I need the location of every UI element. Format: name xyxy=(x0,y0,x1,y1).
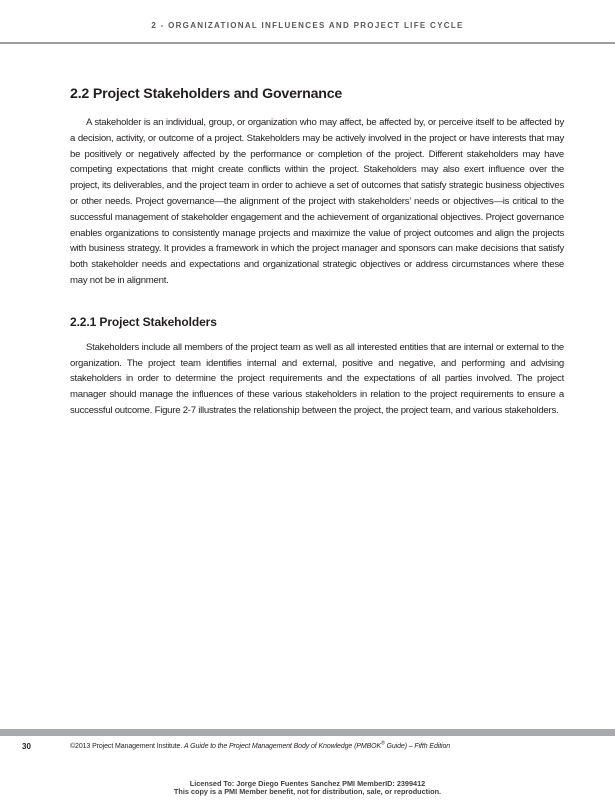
subsection-paragraph: Stakeholders include all members of the project team as well as all interested entities that are internal or external to the organization. The project team identifies internal and external, positive and negative, and performing and advising stakeholders in order to determine the project requirements and the expectations of all parties involved. The project manager should manage the influences of these various stakeholders in relation to the project requirements to ensure a successful outcome. Figure 2-7 illustrates the relationship between the project, the project team, and various stakeholders. xyxy=(70,341,564,416)
license-line-1: Licensed To: Jorge Diego Fuentes Sanchez PMI MemberID: 2399412 xyxy=(189,779,426,788)
page-header xyxy=(0,12,615,44)
license-notice xyxy=(0,780,615,796)
copyright-text: ©2013 Project Management Institute. xyxy=(70,743,183,750)
book-title xyxy=(184,740,451,750)
running-header-title: 2 - ORGANIZATIONAL INFLUENCES AND PROJECT LIFE CYCLE xyxy=(151,21,464,30)
footer-rule xyxy=(0,729,615,736)
book-title-start: A Guide to the Project Management Body of Knowledge (PMBOK xyxy=(184,743,382,750)
registered-mark: ® xyxy=(381,740,385,747)
book-title-end: Guide) – Fifth Edition xyxy=(384,743,451,750)
section-paragraph: A stakeholder is an individual, group, or organization who may affect, be affected by, or perceive itself to be affected by a decision, activity, or outcome of a project. Stakeholders may be actively involved in the project or have interests that may be positively or negatively affected by the performance or completion of the project. Different stakeholders may have competing expectations that might create conflicts within the project. Stakeholders may also exert influence over the project, its deliverables, and the project team in order to achieve a set of outcomes that satisfy strategic business objectives or other needs. Project governance—the alignment of the project with stakeholders’ needs or objectives—is critical to the successful management of stakeholder engagement and the achievement of organizational objectives. Project governance enables organizations to consistently manage projects and maximize the value of project outcomes and align the projects with business strategy. It provides a framework in which the project manager and sponsors can make decisions that satisfy both stakeholder needs and expectations and organizational strategic objectives or address circumstances where these may not be in alignment. xyxy=(70,117,564,286)
footer-copyright xyxy=(70,740,451,750)
page-content xyxy=(70,86,564,419)
section-heading: 2.2 Project Stakeholders and Governance xyxy=(70,86,343,102)
page-number: 30 xyxy=(22,742,31,751)
license-line-2: This copy is a PMI Member benefit, not for distribution, sale, or reproduction. xyxy=(173,787,442,796)
subsection-heading: 2.2.1 Project Stakeholders xyxy=(70,314,217,329)
